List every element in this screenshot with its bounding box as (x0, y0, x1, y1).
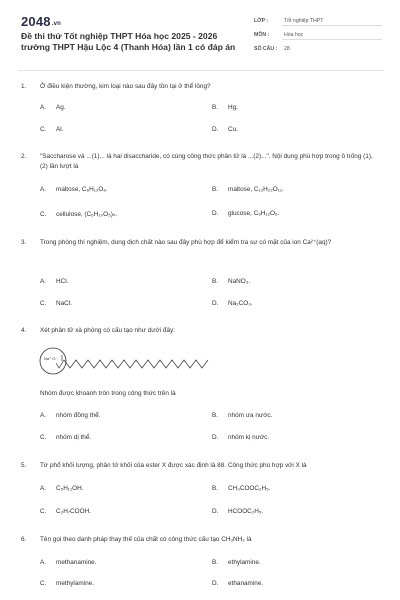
page-header: 2048.vn Đề thi thử Tốt nghiệp THPT Hóa học 2025 - 2026 trường THPT Hậu Lộc 4 (Thanh Hóa) lần 1 có đáp án LỚP : Tốt nghiệp THPT MÔN : Hóa học SỐ CÂU : 28 (0, 0, 400, 68)
soap-molecule-image (38, 346, 238, 376)
hydrocarbon-chain (64, 360, 208, 368)
option-3B[interactable]: B. NaNO₃. (212, 278, 251, 285)
option-2C[interactable]: C. cellulose, (C₆H₁₀O₅)ₙ. (40, 211, 118, 218)
option-1D[interactable]: D. Cu. (212, 126, 238, 133)
molecule-label: Na⁺ O⁻ (44, 356, 58, 361)
option-6B[interactable]: B. ethylamine. (212, 559, 261, 566)
option-4D[interactable]: D. nhóm kị nước. (212, 434, 270, 441)
option-2D[interactable]: D. glucose, C₆H₁₂O₆. (212, 210, 280, 217)
exam-page: 2048.vn Đề thi thử Tốt nghiệp THPT Hóa học 2025 - 2026 trường THPT Hậu Lộc 4 (Thanh Hóa) lần 1 có đáp án LỚP : Tốt nghiệp THPT MÔN : Hóa học SỐ CÂU : 28 1. Ở điều kiện thường, kim loại nào sau đây tồn tại ở thể lỏng? A. Ag. B. Hg. C. Al. D. Cu. 2. "Saccharose và ...(1)... là hai disaccharide, có cùng công thức phân tử là ...(2)...". Nội dung phù hợp trong ô trống (1), (2) lần lượt là A. maltose, C₆H₁₂O₆. B. maltose, C₁₂H₂₂O₁₁. C. cellulose, (C₆H₁₀O₅)ₙ. D. glucose, C₆H₁₂O₆. 3. Trong phòng thí nghiệm, dung dịch chất nào sau đây phù hợp để kiểm tra sự có mặt của ion Ca²⁺(aq)? A. HCl. B. NaNO₃. C. NaCl. D. Na₂CO₃. 4. Xét phân tử xà phòng có cấu tạo như dưới đây: Na⁺ O⁻ Nhóm được khoanh tròn trong công thức trên là A. nhóm đồng thể. B. nhóm ưa nước. C. nhóm dị thể. D. nhóm kị nước. 5. Từ phổ khối lượng, phân tử khối của ester X được xác định là 88. Công thức phù hợp với X là A. C₅H₁₁OH. B. CH₃COOC₂H₅. C. C₃H₇COOH. D. HCOOC₂H₅. 6. Tên gọi theo danh pháp thay thế của chất có công thức cấu tạo CH₃NH₂ là A. methanamine. B. ethylamine. C. methylamine. D. ethanamine. (0, 0, 400, 600)
option-4A[interactable]: A. nhóm đồng thể. (40, 412, 101, 419)
option-5C[interactable]: C. C₃H₇COOH. (40, 508, 91, 515)
option-5A[interactable]: A. C₅H₁₁OH. (40, 485, 84, 492)
option-4C[interactable]: C. nhóm dị thể. (40, 434, 92, 441)
option-4B[interactable]: B. nhóm ưa nước. (212, 412, 273, 419)
option-1C[interactable]: C. Al. (40, 126, 64, 133)
site-logo[interactable]: 2048.vn (21, 14, 62, 29)
option-1B[interactable]: B. Hg. (212, 104, 238, 111)
option-1A[interactable]: A. Ag. (40, 104, 66, 111)
option-2B[interactable]: B. maltose, C₁₂H₂₂O₁₁. (212, 186, 284, 193)
option-5D[interactable]: D. HCOOC₂H₅. (212, 508, 264, 515)
exam-title: Đề thi thử Tốt nghiệp THPT Hóa học 2025 - 2026 trường THPT Hậu Lộc 4 (Thanh Hóa) lần 1 có đáp án (21, 31, 236, 52)
header-divider (18, 70, 384, 71)
option-6C[interactable]: C. methylamine. (40, 580, 95, 587)
option-5B[interactable]: B. CH₃COOC₂H₅. (212, 485, 271, 492)
option-6A[interactable]: A. methanamine. (40, 559, 97, 566)
option-2A[interactable]: A. maltose, C₆H₁₂O₆. (40, 186, 108, 193)
option-3C[interactable]: C. NaCl. (40, 300, 72, 307)
option-3A[interactable]: A. HCl. (40, 278, 69, 285)
option-3D[interactable]: D. Na₂CO₃. (212, 300, 253, 307)
option-6D[interactable]: D. ethanamine. (212, 580, 264, 587)
